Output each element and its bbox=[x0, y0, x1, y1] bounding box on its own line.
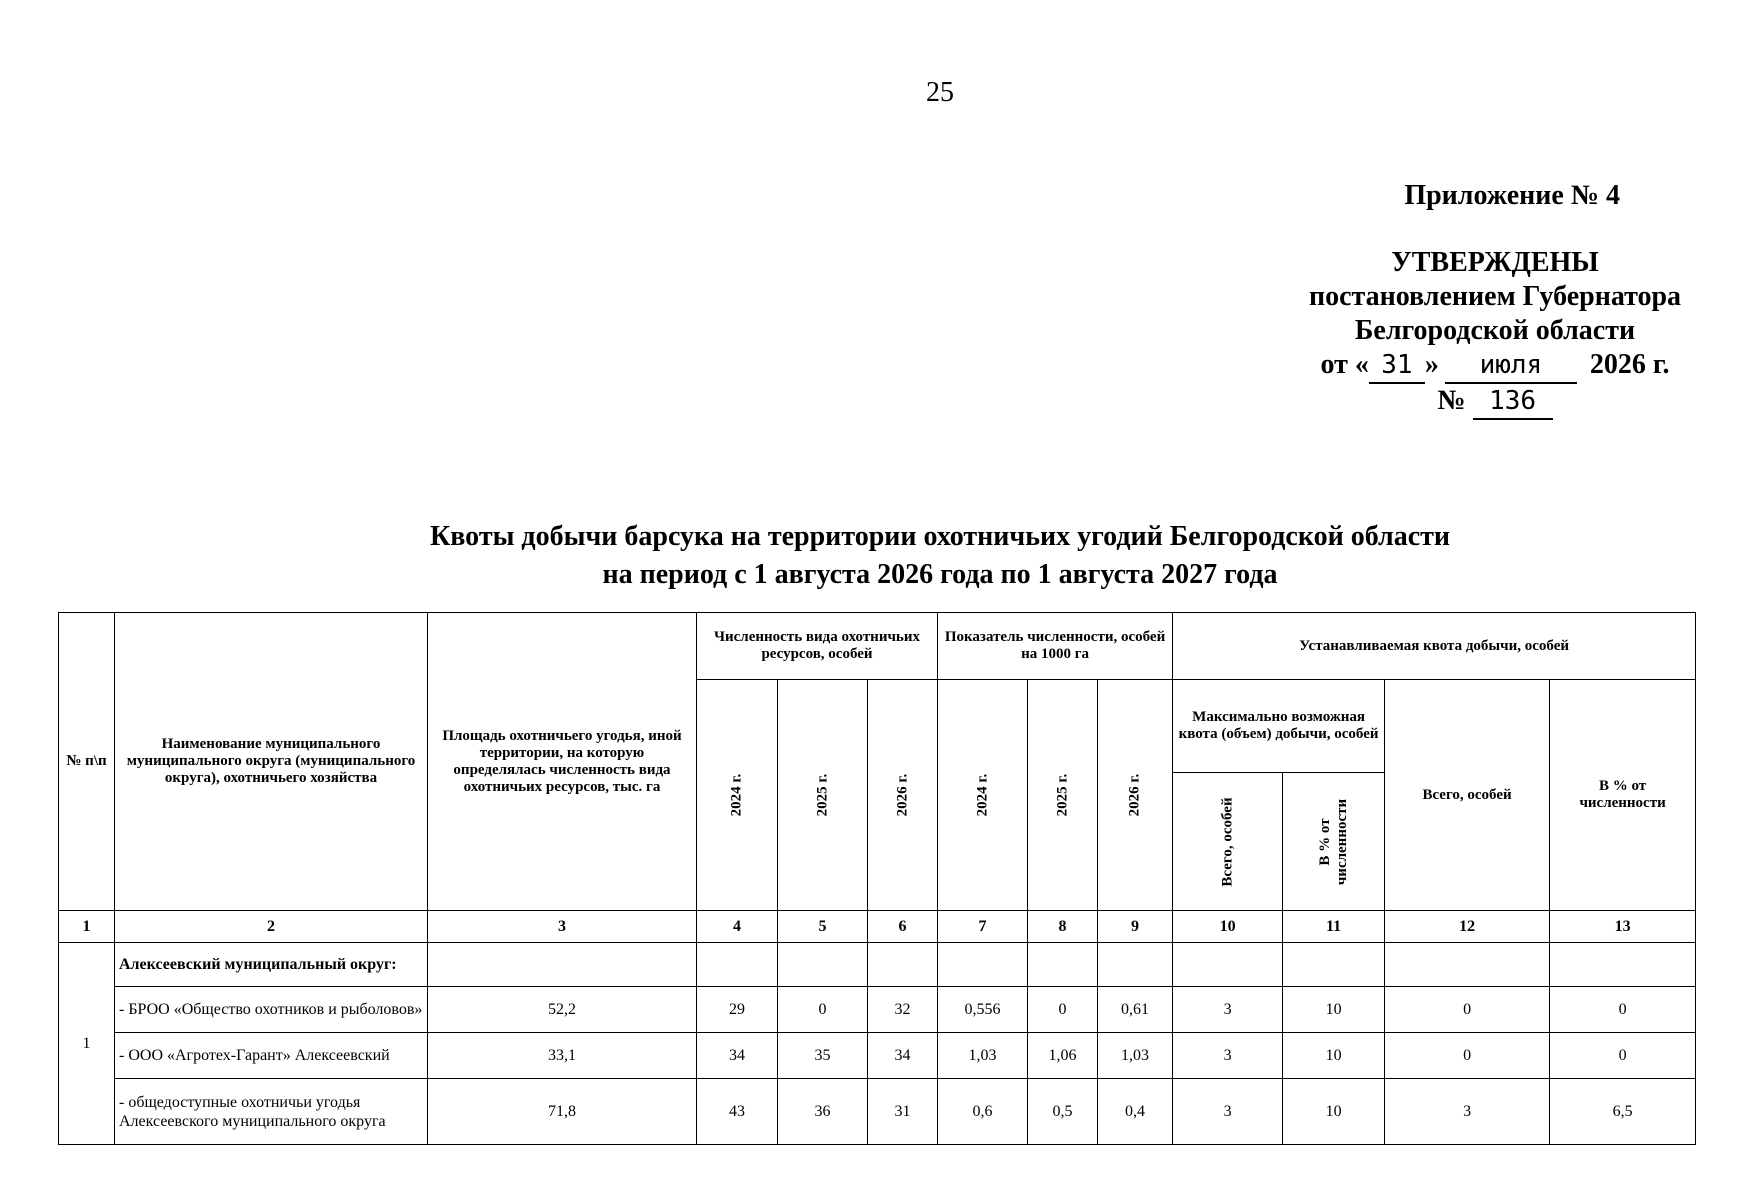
date-mid: » bbox=[1424, 349, 1439, 380]
row-value: 0 bbox=[1028, 987, 1098, 1033]
approval-line-2: постановлением Губернатора bbox=[1308, 281, 1682, 312]
row-value: 0,556 bbox=[938, 987, 1028, 1033]
approval-date bbox=[1285, 348, 1705, 384]
column-number: 8 bbox=[1028, 911, 1098, 943]
appendix-label: Приложение № 4 bbox=[1404, 180, 1620, 211]
header-density-2026: 2026 г. bbox=[1098, 680, 1173, 911]
header-percent: В % от численности bbox=[1550, 680, 1696, 911]
row-value: 6,5 bbox=[1550, 1079, 1696, 1145]
row-value: 71,8 bbox=[428, 1079, 697, 1145]
row-value: 34 bbox=[868, 1033, 938, 1079]
row-value: 0 bbox=[1550, 987, 1696, 1033]
column-number: 12 bbox=[1385, 911, 1550, 943]
row-value: 0,61 bbox=[1098, 987, 1173, 1033]
row-value: 1,03 bbox=[1098, 1033, 1173, 1079]
column-number: 3 bbox=[428, 911, 697, 943]
row-value: 0,5 bbox=[1028, 1079, 1098, 1145]
column-number: 1 bbox=[59, 911, 115, 943]
row-value: 3 bbox=[1173, 1079, 1283, 1145]
header-population-2024: 2024 г. bbox=[697, 680, 778, 911]
row-value: 0,6 bbox=[938, 1079, 1028, 1145]
document-number: 136 bbox=[1473, 384, 1553, 420]
row-value: 10 bbox=[1283, 987, 1385, 1033]
row-name: - БРОО «Общество охотников и рыболовов» bbox=[115, 987, 428, 1033]
document-title bbox=[0, 518, 1760, 594]
approval-block bbox=[1285, 246, 1705, 420]
date-month: июля bbox=[1445, 348, 1577, 384]
row-value: 0,4 bbox=[1098, 1079, 1173, 1145]
row-value: 1,03 bbox=[938, 1033, 1028, 1079]
header-total: Всего, особей bbox=[1385, 680, 1550, 911]
header-number: № п\п bbox=[59, 613, 115, 911]
date-year: 2026 г. bbox=[1589, 349, 1670, 380]
column-numbers-row bbox=[59, 911, 1696, 943]
header-area: Площадь охотничьего угодья, иной территории, на которую определялась численность вида охотничьих ресурсов, тыс. га bbox=[428, 613, 697, 911]
title-line-1: Квоты добычи барсука на территории охотничьих угодий Белгородской области bbox=[429, 521, 1451, 552]
header-population-2025: 2025 г. bbox=[778, 680, 868, 911]
number-prefix: № bbox=[1437, 385, 1466, 416]
row-value: 3 bbox=[1173, 987, 1283, 1033]
row-value: 52,2 bbox=[428, 987, 697, 1033]
row-value: 29 bbox=[697, 987, 778, 1033]
row-name: - общедоступные охотничьи угодья Алексеевского муниципального округа bbox=[115, 1079, 428, 1145]
title-line-2: на период с 1 августа 2026 года по 1 августа 2027 года bbox=[602, 559, 1278, 590]
row-value: 0 bbox=[778, 987, 868, 1033]
row-value: 10 bbox=[1283, 1079, 1385, 1145]
table-row bbox=[59, 987, 1696, 1033]
column-number: 10 bbox=[1173, 911, 1283, 943]
row-value: 3 bbox=[1173, 1033, 1283, 1079]
header-density-group: Показатель численности, особей на 1000 га bbox=[938, 613, 1173, 680]
approval-title: УТВЕРЖДЕНЫ bbox=[1391, 247, 1599, 278]
approval-line-3: Белгородской области bbox=[1354, 315, 1636, 346]
column-number: 13 bbox=[1550, 911, 1696, 943]
header-population-group: Численность вида охотничьих ресурсов, особей bbox=[697, 613, 938, 680]
header-max-total: Всего, особей bbox=[1173, 773, 1283, 911]
row-value: 33,1 bbox=[428, 1033, 697, 1079]
column-number: 6 bbox=[868, 911, 938, 943]
column-number: 5 bbox=[778, 911, 868, 943]
row-value: 35 bbox=[778, 1033, 868, 1079]
header-population-2026: 2026 г. bbox=[868, 680, 938, 911]
row-name: - ООО «Агротех-Гарант» Алексеевский bbox=[115, 1033, 428, 1079]
row-value: 34 bbox=[697, 1033, 778, 1079]
row-value: 32 bbox=[868, 987, 938, 1033]
date-prefix: от « bbox=[1320, 349, 1369, 380]
row-value: 10 bbox=[1283, 1033, 1385, 1079]
table-row bbox=[59, 1033, 1696, 1079]
date-day: 31 bbox=[1369, 348, 1425, 384]
column-number: 2 bbox=[115, 911, 428, 943]
column-number: 9 bbox=[1098, 911, 1173, 943]
header-max-quota: Максимально возможная квота (объем) добычи, особей bbox=[1173, 680, 1385, 773]
table-row bbox=[59, 1079, 1696, 1145]
group-name: Алексеевский муниципальный округ: bbox=[115, 943, 428, 987]
column-number: 7 bbox=[938, 911, 1028, 943]
header-quota-group: Устанавливаемая квота добычи, особей bbox=[1173, 613, 1696, 680]
header-name: Наименование муниципального муниципального округа (муниципального округа), охотничьего хозяйства bbox=[115, 613, 428, 911]
group-row bbox=[59, 943, 1696, 987]
page-number: 25 bbox=[926, 77, 954, 108]
column-number: 4 bbox=[697, 911, 778, 943]
row-value: 43 bbox=[697, 1079, 778, 1145]
header-density-2025: 2025 г. bbox=[1028, 680, 1098, 911]
row-value: 3 bbox=[1385, 1079, 1550, 1145]
group-number: 1 bbox=[59, 943, 115, 1145]
column-number: 11 bbox=[1283, 911, 1385, 943]
row-value: 31 bbox=[868, 1079, 938, 1145]
approval-number bbox=[1285, 384, 1705, 420]
header-max-percent: В % от численности bbox=[1283, 773, 1385, 911]
header-density-2024: 2024 г. bbox=[938, 680, 1028, 911]
row-value: 36 bbox=[778, 1079, 868, 1145]
row-value: 1,06 bbox=[1028, 1033, 1098, 1079]
row-value: 0 bbox=[1385, 1033, 1550, 1079]
quota-table bbox=[58, 612, 1696, 1145]
row-value: 0 bbox=[1550, 1033, 1696, 1079]
row-value: 0 bbox=[1385, 987, 1550, 1033]
